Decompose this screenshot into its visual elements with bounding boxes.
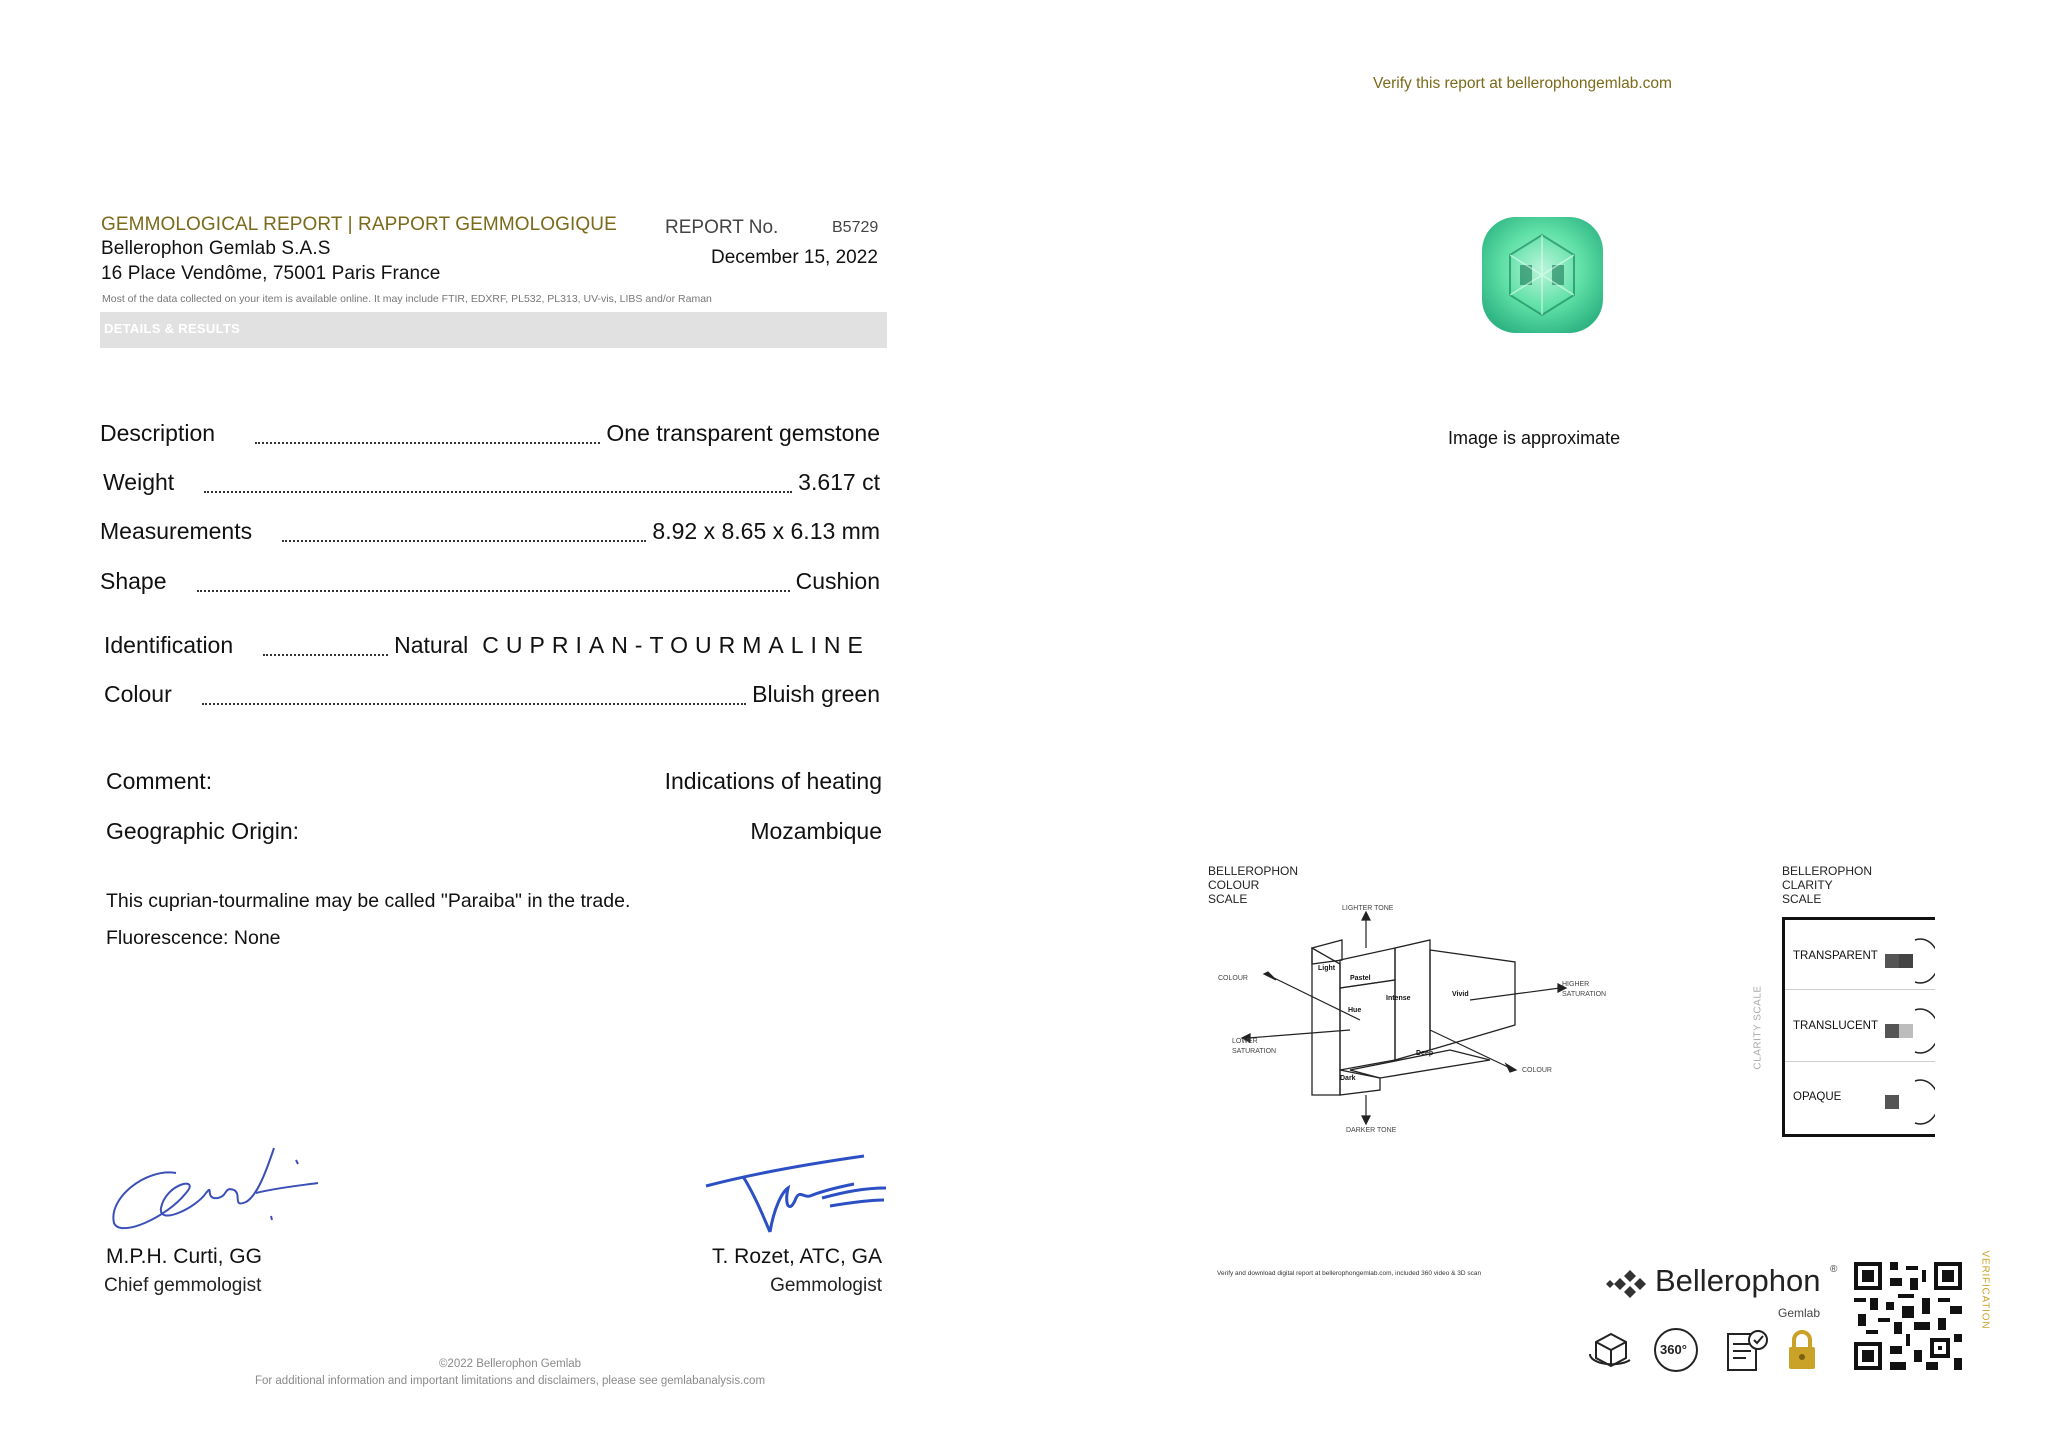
comment-row bbox=[106, 768, 882, 795]
footer-disclaimer: For additional information and important limitations and disclaimers, please see gemlabanalysis.com bbox=[254, 1375, 766, 1387]
brand-name: Bellerophon bbox=[1655, 1263, 1821, 1298]
svg-text:SATURATION: SATURATION bbox=[1562, 991, 1607, 998]
verify-link[interactable]: Verify this report at bellerophongemlab.com bbox=[1373, 75, 1672, 92]
detail-value: One transparent gemstone bbox=[606, 420, 880, 446]
clarity-level-translucent: TRANSLUCENT bbox=[1793, 1020, 1878, 1032]
svg-text:Vivid: Vivid bbox=[1452, 991, 1469, 998]
download-note: Verify and download digital report at bellerophongemlab.com, included 360 video & 3D scan bbox=[1217, 1270, 1482, 1277]
leader-dots bbox=[255, 442, 600, 444]
detail-row-weight bbox=[103, 469, 880, 503]
verification-qr-code[interactable] bbox=[1854, 1262, 1962, 1370]
origin-label: Geographic Origin: bbox=[106, 818, 300, 844]
svg-text:COLOUR: COLOUR bbox=[1522, 1067, 1552, 1074]
company-address: 16 Place Vendôme, 75001 Paris France bbox=[101, 263, 441, 284]
svg-text:LIGHTER TONE: LIGHTER TONE bbox=[1342, 905, 1394, 912]
lock-icon bbox=[1786, 1328, 1818, 1372]
signature-rozet bbox=[704, 1148, 889, 1238]
signatory-2-role: Gemmologist bbox=[770, 1275, 882, 1296]
clarity-level-transparent: TRANSPARENT bbox=[1793, 950, 1878, 962]
data-note: Most of the data collected on your item is available online. It may include FTIR, EDXRF, PL532, PL313, UV-vis, LIBS and/or Raman bbox=[102, 293, 712, 305]
detail-value: 3.617 ct bbox=[798, 469, 880, 495]
detail-row-shape bbox=[100, 568, 880, 602]
colour-scale-diagram bbox=[1210, 900, 1630, 1140]
brand-sub: Gemlab bbox=[1778, 1306, 1821, 1320]
leader-dots bbox=[202, 703, 746, 705]
signatory-1-role: Chief gemmologist bbox=[104, 1275, 262, 1296]
svg-text:Hue: Hue bbox=[1348, 1007, 1362, 1014]
report-title: GEMMOLOGICAL REPORT | RAPPORT GEMMOLOGIQUE bbox=[101, 214, 617, 235]
detail-row-description bbox=[100, 420, 880, 454]
detail-value: Cushion bbox=[795, 568, 880, 594]
detail-label: Weight bbox=[103, 469, 175, 495]
clarity-scale-title: BELLEROPHON CLARITY SCALE bbox=[1782, 864, 1873, 906]
detail-value: 8.92 x 8.65 x 6.13 mm bbox=[652, 518, 880, 544]
paraiba-note: This cuprian-tourmaline may be called "Paraiba" in the trade. bbox=[106, 890, 631, 912]
brand-registered: ® bbox=[1830, 1264, 1838, 1275]
svg-text:Light: Light bbox=[1318, 965, 1336, 972]
signatory-1-name: M.P.H. Curti, GG bbox=[106, 1245, 262, 1268]
signature-curti bbox=[106, 1138, 321, 1238]
origin-value: Mozambique bbox=[750, 818, 882, 844]
clarity-scale-box bbox=[1782, 917, 1935, 1137]
leader-dots bbox=[197, 590, 790, 592]
report-number-label: REPORT No. bbox=[665, 217, 779, 238]
colour-scale-title: BELLEROPHON COLOUR SCALE bbox=[1208, 864, 1299, 906]
clarity-level-opaque: OPAQUE bbox=[1793, 1091, 1842, 1103]
clarity-axis-label: CLARITY SCALE bbox=[1752, 985, 1764, 1070]
comment-value: Indications of heating bbox=[664, 768, 882, 794]
identification-value: CUPRIAN-TOURMALINE bbox=[482, 632, 870, 658]
svg-text:Intense: Intense bbox=[1386, 995, 1411, 1002]
fluorescence-note: Fluorescence: None bbox=[106, 927, 281, 949]
identification-prefix: Natural bbox=[394, 632, 469, 658]
image-caption: Image is approximate bbox=[1448, 428, 1621, 448]
details-band bbox=[100, 312, 887, 348]
clarity-icons bbox=[1885, 930, 1935, 1130]
details-band-label: DETAILS & RESULTS bbox=[104, 321, 241, 336]
leader-dots bbox=[204, 491, 792, 493]
svg-text:Deep: Deep bbox=[1416, 1050, 1434, 1057]
detail-label: Measurements bbox=[100, 518, 253, 544]
detail-value: Bluish green bbox=[752, 681, 880, 707]
detail-row-identification bbox=[104, 632, 880, 666]
detail-row-measurements bbox=[100, 518, 880, 552]
certificate-icon[interactable] bbox=[1722, 1326, 1772, 1374]
svg-text:Pastel: Pastel bbox=[1350, 975, 1371, 982]
detail-row-colour bbox=[104, 681, 880, 715]
report-date: December 15, 2022 bbox=[711, 247, 878, 268]
leader-dots bbox=[282, 540, 646, 542]
comment-label: Comment: bbox=[106, 768, 213, 794]
svg-text:HIGHER: HIGHER bbox=[1562, 981, 1590, 988]
signatory-2-name: T. Rozet, ATC, GA bbox=[712, 1245, 882, 1268]
leader-dots bbox=[263, 654, 388, 656]
report-number: B5729 bbox=[832, 219, 879, 236]
detail-label: Shape bbox=[100, 568, 167, 594]
company-name: Bellerophon Gemlab S.A.S bbox=[101, 238, 331, 259]
svg-text:COLOUR: COLOUR bbox=[1218, 975, 1248, 982]
3d-scan-icon[interactable] bbox=[1586, 1326, 1636, 1374]
bellerophon-logo-icon bbox=[1606, 1270, 1646, 1298]
detail-label: Colour bbox=[104, 681, 172, 707]
verification-label: VERIFICATION bbox=[1979, 1250, 1991, 1330]
detail-label: Identification bbox=[104, 632, 234, 658]
svg-text:LOWER: LOWER bbox=[1232, 1038, 1258, 1045]
gemstone-image bbox=[1480, 215, 1605, 335]
svg-text:DARKER TONE: DARKER TONE bbox=[1346, 1127, 1397, 1134]
origin-row bbox=[106, 818, 882, 845]
detail-label: Description bbox=[100, 420, 216, 446]
footer-copyright: ©2022 Bellerophon Gemlab bbox=[438, 1358, 582, 1370]
360-video-label: 360° bbox=[1660, 1342, 1687, 1357]
svg-text:SATURATION: SATURATION bbox=[1232, 1048, 1277, 1055]
svg-text:Dark: Dark bbox=[1340, 1075, 1356, 1082]
